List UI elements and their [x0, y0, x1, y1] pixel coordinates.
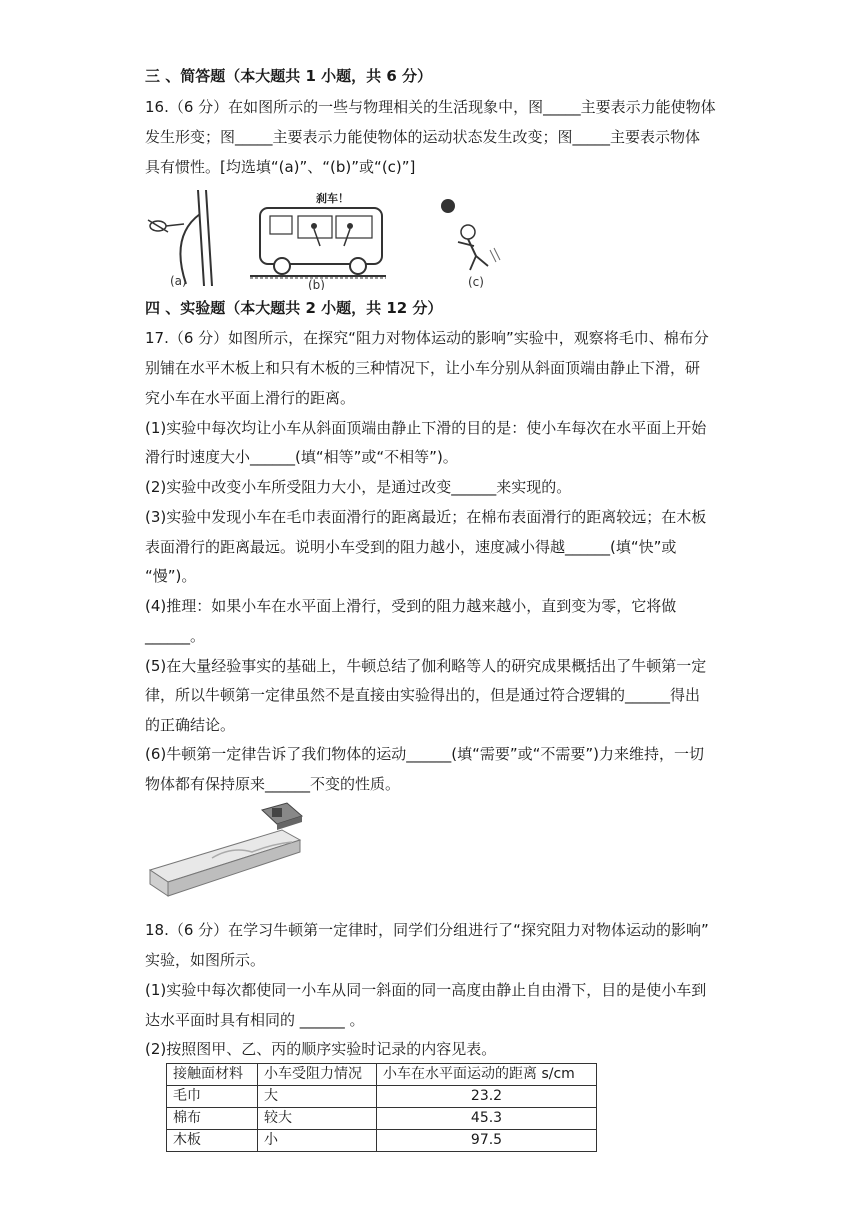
q18-intro-line2: 实验，如图所示。: [145, 951, 266, 969]
section-4-heading: 四 、实验题（本大题共 2 小题，共 12 分）: [145, 299, 443, 317]
q18-part1-line2: 达水平面时具有相同的 ______ 。: [145, 1011, 365, 1029]
q17-part5-line3: 的正确结论。: [145, 716, 236, 734]
q16-figure-a: [140, 186, 230, 290]
q16-figure-b: [246, 190, 390, 290]
q18-part1-line1: (1)实验中每次都使同一小车从同一斜面的同一高度由静止自由滑下，目的是使小车到: [145, 981, 707, 999]
q18-part2: (2)按照图甲、乙、丙的顺序实验时记录的内容见表。: [145, 1040, 497, 1058]
table-row: [167, 1130, 597, 1152]
q17-part3-line2: 表面滑行的距离最远。说明小车受到的阻力越小，速度减小得越______(填“快”或: [145, 538, 677, 556]
table-header-row: [167, 1064, 597, 1086]
q17-part5-line1: (5)在大量经验事实的基础上，牛顿总结了伽利略等人的研究成果概括出了牛顿第一定: [145, 657, 707, 675]
q17-part3-line1: (3)实验中发现小车在毛巾表面滑行的距离最近；在棉布表面滑行的距离较远；在木板: [145, 508, 707, 526]
q18-data-table: [166, 1063, 597, 1152]
q17-intro-line1: 17.（6 分）如图所示，在探究“阻力对物体运动的影响”实验中，观察将毛巾、棉布分: [145, 329, 709, 347]
q17-part3-line3: “慢”)。: [145, 567, 197, 585]
q17-part1-line1: (1)实验中每次均让小车从斜面顶端由静止下滑的目的是：使小车每次在水平面上开始: [145, 419, 707, 437]
table-header-cell: 小车在水平面运动的距离 s/cm: [377, 1064, 597, 1086]
section-3-heading: 三 、简答题（本大题共 1 小题，共 6 分）: [145, 67, 432, 85]
table-cell: 小: [258, 1130, 377, 1152]
table-header-cell: 小车受阻力情况: [258, 1064, 377, 1086]
table-cell: 棉布: [167, 1108, 258, 1130]
fig-b-label: (b): [308, 278, 325, 290]
q17-incline-figure: [142, 800, 312, 904]
table-cell: 毛巾: [167, 1086, 258, 1108]
table-cell: 45.3: [377, 1108, 597, 1130]
fig-a-label: (a): [170, 274, 187, 288]
table-cell: 较大: [258, 1108, 377, 1130]
table-header-cell: 接触面材料: [167, 1064, 258, 1086]
table-row: [167, 1086, 597, 1108]
q17-part4-line2: ______。: [145, 627, 206, 645]
table-cell: 23.2: [377, 1086, 597, 1108]
q17-intro-line3: 究小车在水平面上滑行的距离。: [145, 389, 356, 407]
q17-part4-line1: (4)推理：如果小车在水平面上滑行，受到的阻力越来越小，直到变为零，它将做: [145, 597, 677, 615]
q17-part1-line2: 滑行时速度大小______(填“相等”或“不相等”)。: [145, 448, 458, 466]
fig-c-label: (c): [468, 275, 484, 289]
q17-part6-line1: (6)牛顿第一定律告诉了我们物体的运动______(填“需要”或“不需要”)力来维持，一切: [145, 745, 705, 763]
q17-part5-line2: 律，所以牛顿第一定律虽然不是直接由实验得出的，但是通过符合逻辑的______得出: [145, 686, 701, 704]
q16-line2: 发生形变；图_____主要表示力能使物体的运动状态发生改变；图_____主要表示物体: [145, 128, 701, 146]
table-cell: 大: [258, 1086, 377, 1108]
q17-part2: (2)实验中改变小车所受阻力大小，是通过改变______来实现的。: [145, 478, 572, 496]
table-cell: 木板: [167, 1130, 258, 1152]
q17-part6-line2: 物体都有保持原来______不变的性质。: [145, 775, 401, 793]
q16-line1: 16.（6 分）在如图所示的一些与物理相关的生活现象中，图_____主要表示力能使物体: [145, 98, 716, 116]
table-row: [167, 1108, 597, 1130]
q17-intro-line2: 别铺在水平木板上和只有木板的三种情况下，让小车分别从斜面顶端由静止下滑，研: [145, 359, 701, 377]
q16-line3: 具有惯性。[均选填“(a)”、“(b)”或“(c)”]: [145, 158, 416, 176]
q18-intro-line1: 18.（6 分）在学习牛顿第一定律时，同学们分组进行了“探究阻力对物体运动的影响”: [145, 921, 709, 939]
q16-figure-c: [430, 190, 510, 290]
table-cell: 97.5: [377, 1130, 597, 1152]
bus-braking-text: 刹车！: [316, 192, 349, 205]
